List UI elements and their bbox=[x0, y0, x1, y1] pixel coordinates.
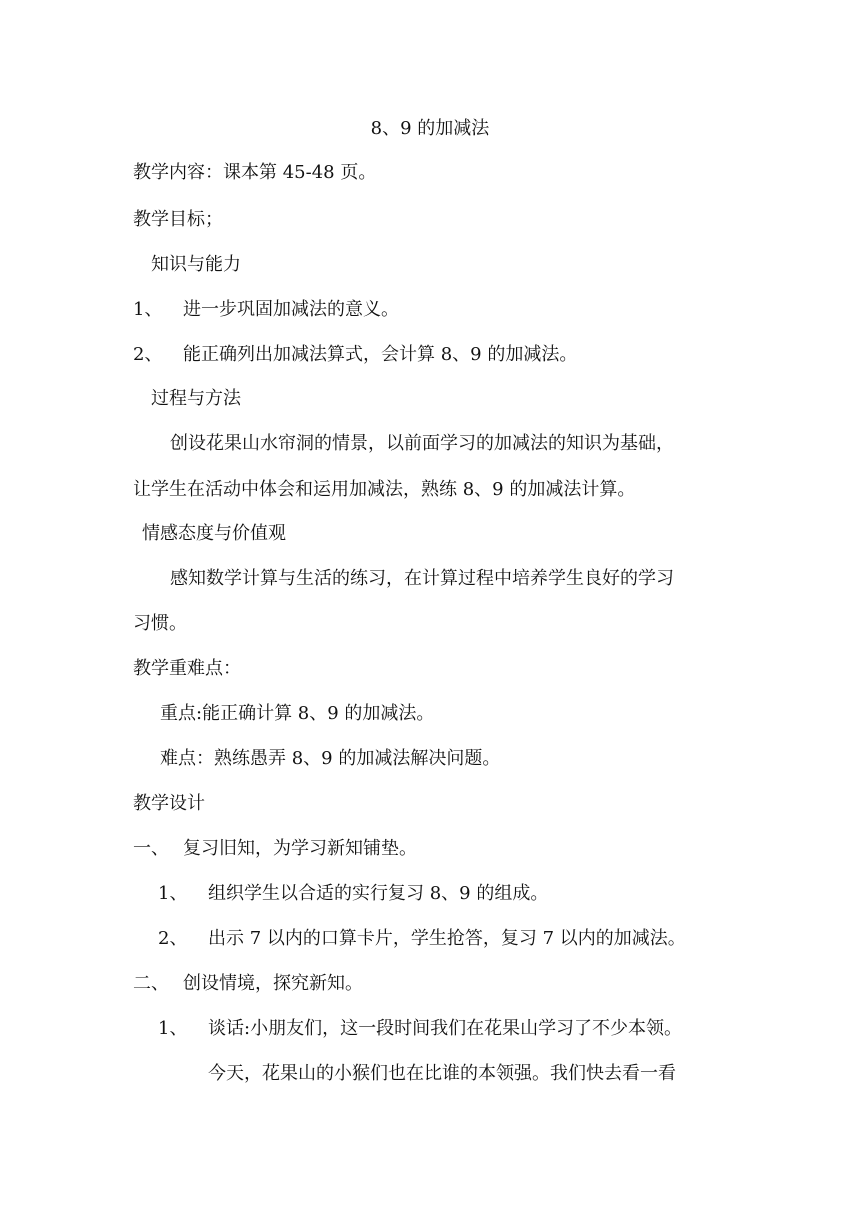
section-item-continuation: 今天，花果山的小猴们也在比谁的本领强。我们快去看一看 bbox=[208, 1063, 676, 1084]
design-heading: 教学设计 bbox=[133, 793, 205, 814]
list-item-text: 出示 7 以内的口算卡片，学生抢答，复习 7 以内的加减法。 bbox=[208, 928, 686, 949]
process-paragraph-line2: 让学生在活动中体会和运用加减法，熟练 8、9 的加减法计算。 bbox=[133, 479, 636, 500]
difficult-point-line: 难点：熟练愚弄 8、9 的加减法解决问题。 bbox=[160, 748, 501, 769]
emotion-heading: 情感态度与价值观 bbox=[142, 523, 286, 544]
process-paragraph-line1: 创设花果山水帘洞的情景，以前面学习的加减法的知识为基础， bbox=[170, 433, 674, 454]
list-item-text: 能正确列出加减法算式，会计算 8、9 的加减法。 bbox=[183, 344, 578, 365]
list-number: 2、 bbox=[158, 928, 188, 949]
list-number: 1、 bbox=[158, 883, 188, 904]
document-title: 8、9 的加减法 bbox=[370, 118, 490, 139]
emotion-paragraph-line2: 习惯。 bbox=[133, 613, 187, 634]
list-number: 1、 bbox=[133, 299, 163, 320]
list-number: 2、 bbox=[133, 344, 163, 365]
emotion-paragraph-line1: 感知数学计算与生活的练习，在计算过程中培养学生良好的学习 bbox=[170, 568, 674, 589]
section-title: 创设情境，探究新知。 bbox=[183, 973, 363, 994]
list-item-text: 进一步巩固加减法的意义。 bbox=[183, 299, 399, 320]
list-item-text: 谈话:小朋友们，这一段时间我们在花果山学习了不少本领。 bbox=[208, 1018, 683, 1039]
teaching-content-line: 教学内容：课本第 45-48 页。 bbox=[133, 162, 377, 183]
process-heading: 过程与方法 bbox=[151, 388, 241, 409]
key-points-heading: 教学重难点： bbox=[133, 658, 241, 679]
section-number: 二、 bbox=[133, 973, 169, 994]
section-title: 复习旧知，为学习新知铺垫。 bbox=[183, 838, 417, 859]
knowledge-heading: 知识与能力 bbox=[151, 254, 241, 275]
list-item-text: 组织学生以合适的实行复习 8、9 的组成。 bbox=[208, 883, 549, 904]
key-point-line: 重点:能正确计算 8、9 的加减法。 bbox=[160, 703, 435, 724]
objectives-heading: 教学目标； bbox=[133, 209, 223, 230]
list-number: 1、 bbox=[158, 1018, 188, 1039]
section-number: 一、 bbox=[133, 838, 169, 859]
